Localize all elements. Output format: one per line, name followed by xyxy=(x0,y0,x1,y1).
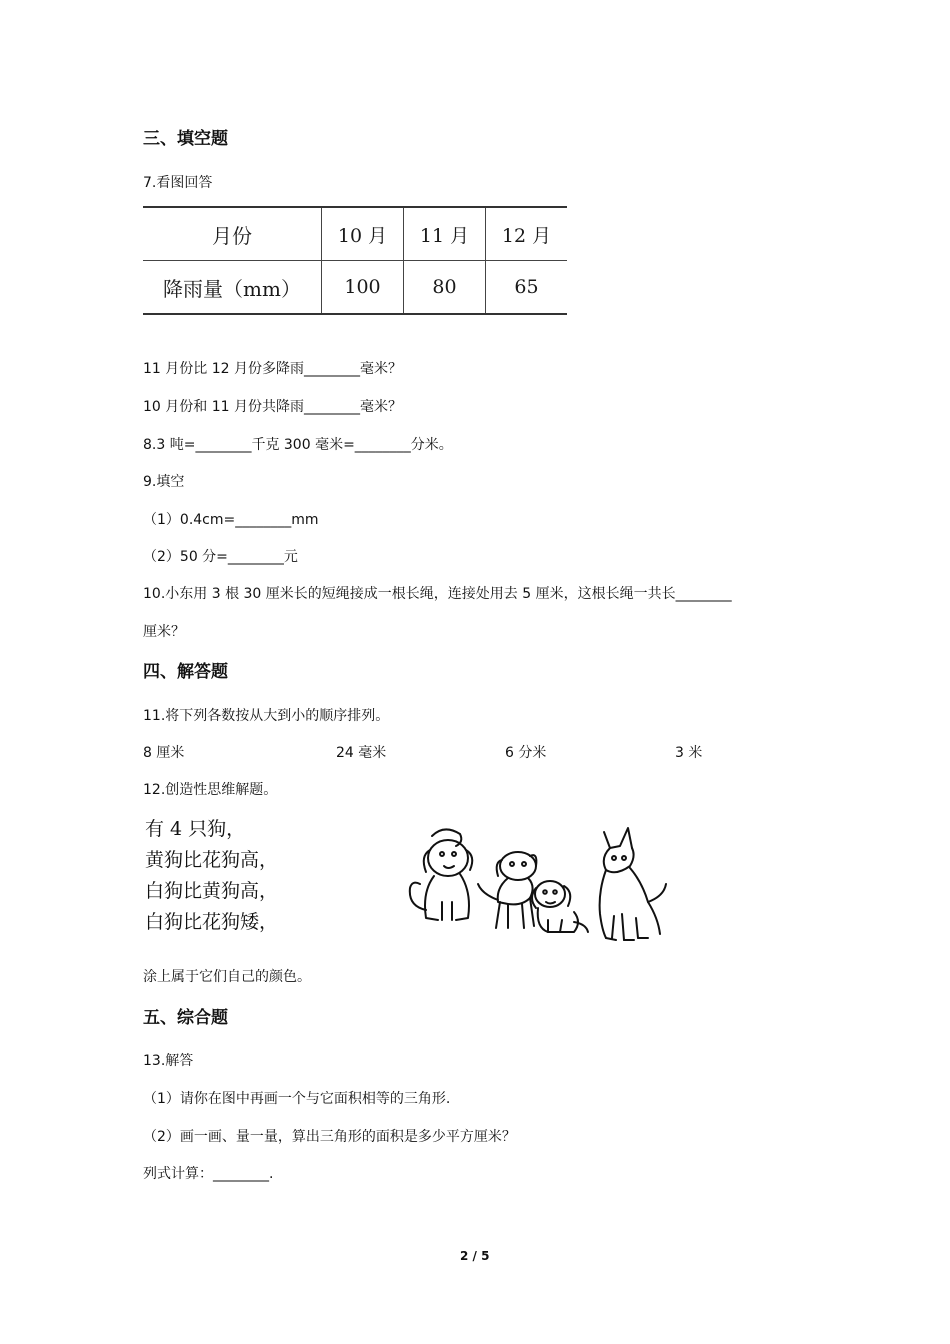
table-row xyxy=(143,261,567,315)
poem-line-3: 白狗比黄狗高， xyxy=(145,880,279,902)
table-cell-dec: 65 xyxy=(486,261,568,315)
q13-sub1: （1）请你在图中再画一个与它面积相等的三角形. xyxy=(143,1091,451,1107)
table-cell-nov: 80 xyxy=(404,261,486,315)
q13-sub3: 列式计算：________. xyxy=(143,1166,274,1182)
q11-title: 11.将下列各数按从大到小的顺序排列。 xyxy=(143,708,390,724)
q12-title: 12.创造性思维解题。 xyxy=(143,782,278,798)
q8-text: 8.3 吨=________千克 300 毫米=________分米。 xyxy=(143,437,453,453)
poem-line-1: 有 4 只狗， xyxy=(145,818,246,840)
q9-sub1: （1）0.4cm=________mm xyxy=(143,512,319,528)
q10-line1: 10.小东用 3 根 30 厘米长的短绳接成一根长绳，连接处用去 5 厘米，这根长绳一共长________ xyxy=(143,586,732,602)
section-5-title: 五、综合题 xyxy=(143,1008,228,1028)
dog-1-icon xyxy=(410,829,472,920)
table-header-oct: 10 月 xyxy=(322,207,404,261)
table-header-month: 月份 xyxy=(143,207,322,261)
dog-4-icon xyxy=(600,828,666,940)
table-cell-oct: 100 xyxy=(322,261,404,315)
q11-item-3: 6 分米 xyxy=(505,745,547,761)
section-3-title: 三、填空题 xyxy=(143,129,228,149)
page-number: 2 / 5 xyxy=(460,1249,490,1263)
table-row-label: 降雨量（mm） xyxy=(143,261,322,315)
four-dogs-illustration xyxy=(398,822,668,946)
q7-sub2: 10 月份和 11 月份共降雨________毫米？ xyxy=(143,399,402,415)
dog-2-icon xyxy=(478,852,536,928)
q13-title: 13.解答 xyxy=(143,1053,194,1069)
rainfall-table xyxy=(143,206,567,315)
q9-title: 9.填空 xyxy=(143,474,185,490)
q9-sub2: （2）50 分=________元 xyxy=(143,549,298,565)
table-header-dec: 12 月 xyxy=(486,207,568,261)
section-4-title: 四、解答题 xyxy=(143,662,228,682)
dog-3-icon xyxy=(532,881,588,932)
q12-instruction: 涂上属于它们自己的颜色。 xyxy=(143,969,311,985)
poem-line-2: 黄狗比花狗高， xyxy=(145,849,279,871)
q11-item-1: 8 厘米 xyxy=(143,745,185,761)
q7-title: 7.看图回答 xyxy=(143,175,213,191)
q11-item-4: 3 米 xyxy=(675,745,703,761)
table-header-nov: 11 月 xyxy=(404,207,486,261)
q7-sub1: 11 月份比 12 月份多降雨________毫米？ xyxy=(143,361,402,377)
poem-line-4: 白狗比花狗矮， xyxy=(145,911,279,933)
q11-item-2: 24 毫米 xyxy=(336,745,387,761)
q13-sub2: （2）画一画、量一量，算出三角形的面积是多少平方厘米？ xyxy=(143,1129,516,1145)
table-header-row xyxy=(143,207,567,261)
q10-line2: 厘米？ xyxy=(143,624,185,640)
